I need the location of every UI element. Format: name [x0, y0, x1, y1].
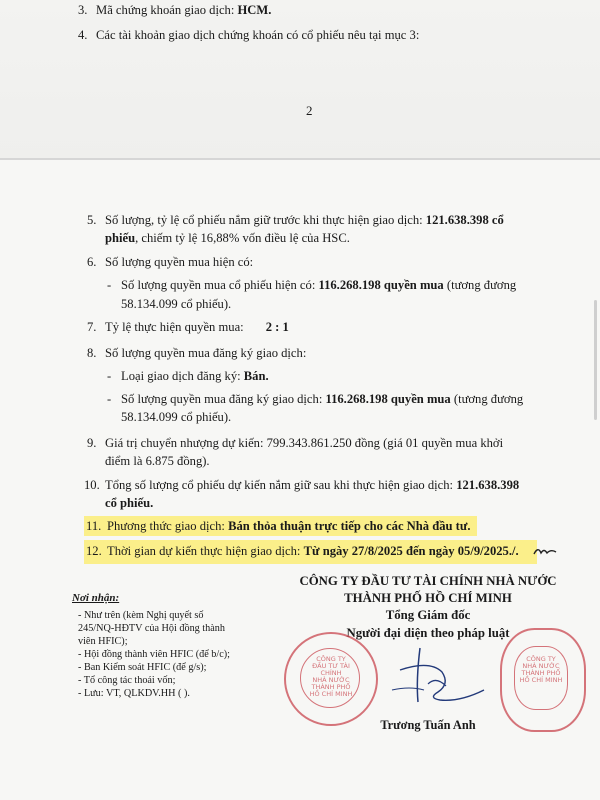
item-4: 4. Các tài khoản giao dịch chứng khoán có cổ phiếu nêu tại mục 3: — [78, 28, 420, 42]
item-10: 10. Tổng số lượng cổ phiếu dự kiến nắm giữ sau khi thực hiện giao dịch: 121.638.398 — [84, 478, 520, 492]
item-5: 5. Số lượng, tỷ lệ cổ phiếu nắm giữ trước khi thực hiện giao dịch: 121.638.398 cổ — [87, 213, 504, 227]
handwritten-mark-icon — [532, 544, 558, 558]
signer-role: Tổng Giám đốc — [385, 608, 471, 622]
item-8-sub-1: - Loại giao dịch đăng ký: Bán. — [107, 369, 269, 383]
recipient-line: - Lưu: VT, QLKDV.HH ( ). — [78, 688, 190, 699]
signature-icon — [380, 640, 490, 710]
item-6-sub-cont: 58.134.099 cổ phiếu). — [121, 297, 232, 311]
recipient-line: - Tổ công tác thoái vốn; — [78, 675, 176, 686]
page-number: 2 — [306, 103, 313, 118]
org-name-line-2: THÀNH PHỐ HỒ CHÍ MINH — [344, 591, 512, 605]
item-9: 9. Giá trị chuyển nhượng dự kiến: 799.343.861.250 đồng (giá 01 quyền mua khởi — [87, 436, 504, 450]
item-8-sub-2: - Số lượng quyền mua đăng ký giao dịch: 116.268.198 quyền mua (tương đương — [107, 392, 524, 406]
recipient-line: - Như trên (kèm Nghị quyết số — [78, 610, 204, 621]
recipients-title: Nơi nhận: — [72, 592, 120, 604]
highlight-12: 12. Thời gian dự kiến thực hiện giao dịch: Từ ngày 27/8/2025 đến ngày 05/9/2025./. — [84, 540, 537, 564]
highlight-11: 11. Phương thức giao dịch: Bán thỏa thuận trực tiếp cho các Nhà đầu tư. — [84, 516, 477, 536]
item-9-cont: điểm là 6.875 đồng). — [105, 454, 210, 468]
legal-representative: Người đại diện theo pháp luật — [346, 626, 510, 640]
item-6: 6. Số lượng quyền mua hiện có: — [87, 255, 254, 269]
item-5-cont: phiếu, chiếm tỷ lệ 16,88% vốn điều lệ của HSC. — [105, 231, 350, 245]
item-10-cont: cổ phiếu. — [105, 496, 154, 510]
recipient-line: viên HFIC); — [78, 636, 128, 647]
item-6-sub: - Số lượng quyền mua cổ phiếu hiện có: 116.268.198 quyền mua (tương đương — [107, 278, 517, 292]
page-break — [0, 158, 600, 160]
recipient-line: - Hội đồng thành viên HFIC (để b/c); — [78, 649, 230, 660]
signer-name: Trương Tuấn Anh — [380, 718, 476, 732]
scroll-indicator — [594, 300, 597, 420]
item-8-sub-2-cont: 58.134.099 cổ phiếu). — [121, 410, 232, 424]
org-name-line-1: CÔNG TY ĐẦU TƯ TÀI CHÍNH NHÀ NƯỚC — [299, 574, 557, 588]
previous-page-area — [0, 0, 600, 160]
item-12 — [84, 543, 537, 560]
item-11 — [84, 518, 477, 535]
item-8: 8. Số lượng quyền mua đăng ký giao dịch: — [87, 346, 307, 360]
item-7: 7. Tỷ lệ thực hiện quyền mua: 2 : 1 — [87, 320, 289, 334]
item-3: 3. Mã chứng khoán giao dịch: HCM. — [78, 3, 272, 17]
company-seal-right: CÔNG TY NHÀ NƯỚC THÀNH PHỐ HỒ CHÍ MINH — [500, 628, 586, 732]
recipient-line: - Ban Kiểm soát HFIC (để g/s); — [78, 662, 207, 673]
recipient-line: 245/NQ-HĐTV của Hội đồng thành — [78, 623, 225, 634]
company-seal-left: CÔNG TY ĐẦU TƯ TÀI CHÍNH NHÀ NƯỚC THÀNH PHỐ HỒ CHÍ MINH — [284, 632, 378, 726]
